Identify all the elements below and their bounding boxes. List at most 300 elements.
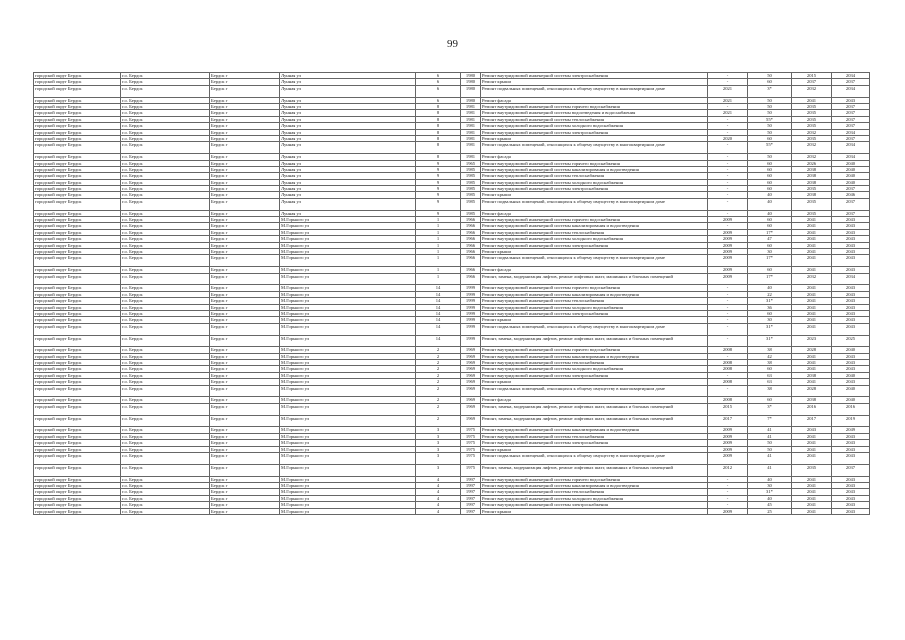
last-repair-year-cell: - (708, 495, 748, 501)
settlement-cell: Бердск г (210, 415, 280, 427)
plan-start-cell: 2035 (792, 110, 832, 116)
street-cell: М.Горького ул (280, 285, 416, 291)
wear-cell: 60 (748, 366, 792, 372)
house-number-cell: 4 (416, 495, 461, 501)
house-number-cell: 1 (416, 236, 461, 242)
city-district-cell: г.о. Бердск (121, 73, 210, 79)
build-year-cell: 1999 (461, 285, 481, 291)
house-number-cell: 8 (416, 103, 461, 109)
house-number-cell: 9 (416, 166, 461, 172)
street-cell: Лунная ул (280, 198, 416, 210)
build-year-cell: 1966 (461, 223, 481, 229)
build-year-cell: 1965 (461, 160, 481, 166)
build-year-cell: 1997 (461, 502, 481, 508)
city-district-cell: г.о. Бердск (121, 353, 210, 359)
municipality-cell: городской округ Бердск (34, 123, 121, 129)
street-cell: М.Горького ул (280, 489, 416, 495)
house-number-cell: 2 (416, 372, 461, 378)
plan-start-cell: 2041 (792, 97, 832, 103)
last-repair-year-cell: - (708, 502, 748, 508)
wear-cell: 60 (748, 397, 792, 403)
build-year-cell: 1997 (461, 489, 481, 495)
city-district-cell: г.о. Бердск (121, 482, 210, 488)
plan-end-cell: 2040 (832, 179, 870, 185)
municipality-cell: городской округ Бердск (34, 403, 121, 415)
plan-end-cell: 2037 (832, 210, 870, 216)
street-cell: М.Горького ул (280, 317, 416, 323)
work-type-cell: Ремонт, замена, модернизация лифтов, ремонт лифтовых шахт, машинных и блочных помещений (481, 415, 708, 427)
wear-cell: 40 (748, 495, 792, 501)
plan-start-cell: 2041 (792, 304, 832, 310)
municipality-cell: городской округ Бердск (34, 223, 121, 229)
build-year-cell: 1997 (461, 495, 481, 501)
work-type-cell: Ремонт внутридомовой инженерной системы холодного водоснабжения (481, 366, 708, 372)
street-cell: М.Горького ул (280, 508, 416, 514)
municipality-cell: городской округ Бердск (34, 210, 121, 216)
city-district-cell: г.о. Бердск (121, 129, 210, 135)
house-number-cell: 4 (416, 508, 461, 514)
plan-end-cell: 2034 (832, 142, 870, 154)
city-district-cell: г.о. Бердск (121, 154, 210, 160)
plan-end-cell: 2043 (832, 508, 870, 514)
house-number-cell: 14 (416, 317, 461, 323)
settlement-cell: Бердск г (210, 110, 280, 116)
house-number-cell: 2 (416, 347, 461, 353)
last-repair-year-cell: - (708, 482, 748, 488)
municipality-cell: городской округ Бердск (34, 446, 121, 452)
municipality-cell: городской округ Бердск (34, 110, 121, 116)
plan-start-cell: 2035 (792, 464, 832, 476)
street-cell: Лунная ул (280, 79, 416, 85)
wear-cell: 47 (748, 236, 792, 242)
repair-schedule-table-wrap (33, 72, 869, 515)
wear-cell: 7* (748, 415, 792, 427)
plan-end-cell: 2043 (832, 242, 870, 248)
street-cell: М.Горького ул (280, 427, 416, 433)
last-repair-year-cell: 2008 (708, 366, 748, 372)
build-year-cell: 1985 (461, 173, 481, 179)
plan-end-cell: 2040 (832, 372, 870, 378)
wear-cell: 60 (748, 173, 792, 179)
plan-end-cell: 2025 (832, 335, 870, 347)
house-number-cell: 3 (416, 464, 461, 476)
last-repair-year-cell: 2008 (708, 379, 748, 385)
house-number-cell: 8 (416, 123, 461, 129)
plan-end-cell: 2037 (832, 198, 870, 210)
plan-end-cell: 2043 (832, 489, 870, 495)
plan-start-cell: 2032 (792, 85, 832, 97)
table-row (34, 385, 870, 397)
city-district-cell: г.о. Бердск (121, 166, 210, 172)
last-repair-year-cell: - (708, 317, 748, 323)
last-repair-year-cell: - (708, 310, 748, 316)
work-type-cell: Ремонт внутридомовой инженерной системы горячего водоснабжения (481, 160, 708, 166)
settlement-cell: Бердск г (210, 192, 280, 198)
house-number-cell: 2 (416, 379, 461, 385)
street-cell: М.Горького ул (280, 482, 416, 488)
city-district-cell: г.о. Бердск (121, 160, 210, 166)
settlement-cell: Бердск г (210, 440, 280, 446)
wear-cell: 30 (748, 482, 792, 488)
work-type-cell: Ремонт, замена, модернизация лифтов, ремонт лифтовых шахт, машинных и блочных помещений (481, 335, 708, 347)
street-cell: М.Горького ул (280, 236, 416, 242)
build-year-cell: 1985 (461, 198, 481, 210)
wear-cell: 60 (748, 160, 792, 166)
work-type-cell: Ремонт внутридомовой инженерной системы канализирования и водоотведения (481, 291, 708, 297)
last-repair-year-cell: 2009 (708, 248, 748, 254)
plan-start-cell: 2041 (792, 298, 832, 304)
plan-start-cell: 2035 (792, 123, 832, 129)
work-type-cell: Ремонт фасада (481, 97, 708, 103)
city-district-cell: г.о. Бердск (121, 495, 210, 501)
plan-start-cell: 2041 (792, 317, 832, 323)
plan-end-cell: 2037 (832, 464, 870, 476)
table-row (34, 323, 870, 335)
build-year-cell: 1975 (461, 427, 481, 433)
wear-cell: 60 (748, 186, 792, 192)
municipality-cell: городской округ Бердск (34, 323, 121, 335)
city-district-cell: г.о. Бердск (121, 298, 210, 304)
plan-end-cell: 2043 (832, 482, 870, 488)
house-number-cell: 4 (416, 489, 461, 495)
last-repair-year-cell: - (708, 323, 748, 335)
plan-end-cell: 2034 (832, 129, 870, 135)
municipality-cell: городской округ Бердск (34, 242, 121, 248)
last-repair-year-cell: 2009 (708, 433, 748, 439)
work-type-cell: Ремонт крыши (481, 508, 708, 514)
city-district-cell: г.о. Бердск (121, 186, 210, 192)
work-type-cell: Ремонт внутридомовой инженерной системы электроснабжения (481, 440, 708, 446)
last-repair-year-cell: - (708, 372, 748, 378)
house-number-cell: 4 (416, 482, 461, 488)
settlement-cell: Бердск г (210, 347, 280, 353)
house-number-cell: 1 (416, 273, 461, 285)
work-type-cell: Ремонт внутридомовой инженерной системы холодного водоснабжения (481, 495, 708, 501)
wear-cell: 55* (748, 142, 792, 154)
build-year-cell: 1999 (461, 304, 481, 310)
street-cell: Лунная ул (280, 135, 416, 141)
work-type-cell: Ремонт внутридомовой инженерной системы канализирования и водоотведения (481, 353, 708, 359)
municipality-cell: городской округ Бердск (34, 129, 121, 135)
municipality-cell: городской округ Бердск (34, 154, 121, 160)
wear-cell: 22 (748, 291, 792, 297)
plan-start-cell: 2041 (792, 310, 832, 316)
plan-start-cell: 2028 (792, 347, 832, 353)
municipality-cell: городской округ Бердск (34, 495, 121, 501)
work-type-cell: Ремонт внутридомовой инженерной системы электроснабжения (481, 73, 708, 79)
build-year-cell: 1966 (461, 273, 481, 285)
municipality-cell: городской округ Бердск (34, 85, 121, 97)
plan-start-cell: 2016 (792, 403, 832, 415)
build-year-cell: 1997 (461, 482, 481, 488)
settlement-cell: Бердск г (210, 273, 280, 285)
wear-cell: 63 (748, 372, 792, 378)
plan-start-cell: 2041 (792, 446, 832, 452)
settlement-cell: Бердск г (210, 116, 280, 122)
plan-end-cell: 2034 (832, 85, 870, 97)
plan-start-cell: 2041 (792, 502, 832, 508)
wear-cell: 60 (748, 79, 792, 85)
wear-cell: 50 (748, 129, 792, 135)
house-number-cell: 3 (416, 427, 461, 433)
plan-end-cell: 2037 (832, 110, 870, 116)
city-district-cell: г.о. Бердск (121, 291, 210, 297)
city-district-cell: г.о. Бердск (121, 433, 210, 439)
settlement-cell: Бердск г (210, 236, 280, 242)
plan-end-cell: 2043 (832, 366, 870, 372)
wear-cell: 31* (748, 323, 792, 335)
last-repair-year-cell: 2009 (708, 440, 748, 446)
wear-cell: 60 (748, 242, 792, 248)
street-cell: Лунная ул (280, 179, 416, 185)
city-district-cell: г.о. Бердск (121, 198, 210, 210)
plan-end-cell: 2040 (832, 166, 870, 172)
city-district-cell: г.о. Бердск (121, 464, 210, 476)
plan-start-cell: 2038 (792, 397, 832, 403)
last-repair-year-cell: 2009 (708, 236, 748, 242)
municipality-cell: городской округ Бердск (34, 73, 121, 79)
build-year-cell: 1966 (461, 236, 481, 242)
last-repair-year-cell: - (708, 298, 748, 304)
build-year-cell: 1981 (461, 135, 481, 141)
house-number-cell: 1 (416, 248, 461, 254)
table-row (34, 452, 870, 464)
plan-start-cell: 2032 (792, 129, 832, 135)
wear-cell: 60 (748, 310, 792, 316)
city-district-cell: г.о. Бердск (121, 173, 210, 179)
work-type-cell: Ремонт внутридомовой инженерной системы теплоснабжения (481, 229, 708, 235)
wear-cell: 50 (748, 110, 792, 116)
table-row (34, 335, 870, 347)
city-district-cell: г.о. Бердск (121, 142, 210, 154)
wear-cell: 17* (748, 273, 792, 285)
plan-end-cell: 2016 (832, 403, 870, 415)
table-row (34, 403, 870, 415)
last-repair-year-cell: 2020 (708, 135, 748, 141)
street-cell: М.Горького ул (280, 273, 416, 285)
wear-cell: 60 (748, 267, 792, 273)
house-number-cell: 6 (416, 79, 461, 85)
city-district-cell: г.о. Бердск (121, 347, 210, 353)
last-repair-year-cell: 2021 (708, 97, 748, 103)
house-number-cell: 8 (416, 129, 461, 135)
city-district-cell: г.о. Бердск (121, 366, 210, 372)
street-cell: М.Горького ул (280, 440, 416, 446)
city-district-cell: г.о. Бердск (121, 304, 210, 310)
municipality-cell: городской округ Бердск (34, 79, 121, 85)
city-district-cell: г.о. Бердск (121, 210, 210, 216)
house-number-cell: 2 (416, 385, 461, 397)
wear-cell: 38 (748, 347, 792, 353)
wear-cell: 45 (748, 502, 792, 508)
plan-end-cell: 2040 (832, 160, 870, 166)
plan-start-cell: 2041 (792, 508, 832, 514)
settlement-cell: Бердск г (210, 173, 280, 179)
wear-cell: 50 (748, 440, 792, 446)
settlement-cell: Бердск г (210, 179, 280, 185)
house-number-cell: 1 (416, 255, 461, 267)
city-district-cell: г.о. Бердск (121, 179, 210, 185)
wear-cell: 38 (748, 385, 792, 397)
plan-end-cell: 2037 (832, 116, 870, 122)
street-cell: М.Горького ул (280, 372, 416, 378)
settlement-cell: Бердск г (210, 248, 280, 254)
wear-cell: 50 (748, 103, 792, 109)
house-number-cell: 14 (416, 310, 461, 316)
city-district-cell: г.о. Бердск (121, 285, 210, 291)
municipality-cell: городской округ Бердск (34, 273, 121, 285)
house-number-cell: 1 (416, 267, 461, 273)
municipality-cell: городской округ Бердск (34, 482, 121, 488)
city-district-cell: г.о. Бердск (121, 273, 210, 285)
last-repair-year-cell: - (708, 353, 748, 359)
house-number-cell: 2 (416, 397, 461, 403)
work-type-cell: Ремонт внутридомовой инженерной системы холодного водоснабжения (481, 179, 708, 185)
house-number-cell: 8 (416, 116, 461, 122)
last-repair-year-cell: - (708, 79, 748, 85)
house-number-cell: 14 (416, 298, 461, 304)
work-type-cell: Ремонт внутридомовой инженерной системы холодного водоснабжения (481, 304, 708, 310)
last-repair-year-cell: - (708, 142, 748, 154)
plan-start-cell: 2041 (792, 229, 832, 235)
work-type-cell: Ремонт внутридомовой инженерной системы электроснабжения (481, 242, 708, 248)
last-repair-year-cell: 2009 (708, 217, 748, 223)
plan-end-cell: 2037 (832, 79, 870, 85)
plan-end-cell: 2049 (832, 427, 870, 433)
street-cell: Лунная ул (280, 160, 416, 166)
build-year-cell: 1980 (461, 85, 481, 97)
plan-start-cell: 2041 (792, 366, 832, 372)
wear-cell: 60 (748, 217, 792, 223)
last-repair-year-cell: - (708, 223, 748, 229)
table-row (34, 142, 870, 154)
house-number-cell: 3 (416, 433, 461, 439)
plan-start-cell: 2041 (792, 323, 832, 335)
wear-cell: 30 (748, 248, 792, 254)
city-district-cell: г.о. Бердск (121, 79, 210, 85)
build-year-cell: 1999 (461, 317, 481, 323)
settlement-cell: Бердск г (210, 366, 280, 372)
plan-end-cell: 2043 (832, 291, 870, 297)
wear-cell: 60 (748, 166, 792, 172)
plan-end-cell: 2043 (832, 223, 870, 229)
municipality-cell: городской округ Бердск (34, 142, 121, 154)
work-type-cell: Ремонт внутридомовой инженерной системы канализирования и водоотведения (481, 482, 708, 488)
work-type-cell: Ремонт внутридомовой инженерной системы теплоснабжения (481, 489, 708, 495)
street-cell: Лунная ул (280, 73, 416, 79)
wear-cell: 50 (748, 154, 792, 160)
street-cell: М.Горького ул (280, 379, 416, 385)
plan-start-cell: 2035 (792, 198, 832, 210)
city-district-cell: г.о. Бердск (121, 229, 210, 235)
settlement-cell: Бердск г (210, 79, 280, 85)
street-cell: Лунная ул (280, 154, 416, 160)
street-cell: М.Горького ул (280, 255, 416, 267)
settlement-cell: Бердск г (210, 255, 280, 267)
build-year-cell: 1969 (461, 372, 481, 378)
plan-start-cell: 2038 (792, 166, 832, 172)
last-repair-year-cell: - (708, 73, 748, 79)
plan-start-cell: 2041 (792, 433, 832, 439)
street-cell: М.Горького ул (280, 298, 416, 304)
build-year-cell: 1975 (461, 440, 481, 446)
municipality-cell: городской округ Бердск (34, 291, 121, 297)
build-year-cell: 1985 (461, 179, 481, 185)
settlement-cell: Бердск г (210, 482, 280, 488)
city-district-cell: г.о. Бердск (121, 508, 210, 514)
last-repair-year-cell: - (708, 179, 748, 185)
municipality-cell: городской округ Бердск (34, 379, 121, 385)
street-cell: Лунная ул (280, 129, 416, 135)
last-repair-year-cell: - (708, 476, 748, 482)
city-district-cell: г.о. Бердск (121, 440, 210, 446)
last-repair-year-cell: 2017 (708, 415, 748, 427)
street-cell: М.Горького ул (280, 304, 416, 310)
city-district-cell: г.о. Бердск (121, 446, 210, 452)
city-district-cell: г.о. Бердск (121, 489, 210, 495)
last-repair-year-cell: 2008 (708, 397, 748, 403)
work-type-cell: Ремонт внутридомовой инженерной системы теплоснабжения (481, 360, 708, 366)
house-number-cell: 6 (416, 73, 461, 79)
last-repair-year-cell: 2009 (708, 446, 748, 452)
city-district-cell: г.о. Бердск (121, 97, 210, 103)
plan-end-cell: 2043 (832, 304, 870, 310)
plan-end-cell: 2043 (832, 502, 870, 508)
work-type-cell: Ремонт подвальных помещений, относящихся к общему имуществу в многоквартирном доме (481, 323, 708, 335)
city-district-cell: г.о. Бердск (121, 110, 210, 116)
wear-cell: 3* (748, 85, 792, 97)
settlement-cell: Бердск г (210, 317, 280, 323)
city-district-cell: г.о. Бердск (121, 242, 210, 248)
house-number-cell: 1 (416, 242, 461, 248)
build-year-cell: 1975 (461, 433, 481, 439)
work-type-cell: Ремонт подвальных помещений, относящихся к общему имуществу в многоквартирном доме (481, 85, 708, 97)
work-type-cell: Ремонт внутридомовой инженерной системы электроснабжения (481, 129, 708, 135)
city-district-cell: г.о. Бердск (121, 116, 210, 122)
municipality-cell: городской округ Бердск (34, 464, 121, 476)
city-district-cell: г.о. Бердск (121, 223, 210, 229)
wear-cell: 60 (748, 179, 792, 185)
wear-cell: 31* (748, 489, 792, 495)
municipality-cell: городской округ Бердск (34, 489, 121, 495)
street-cell: М.Горького ул (280, 242, 416, 248)
municipality-cell: городской округ Бердск (34, 173, 121, 179)
street-cell: М.Горького ул (280, 415, 416, 427)
settlement-cell: Бердск г (210, 160, 280, 166)
house-number-cell: 2 (416, 366, 461, 372)
plan-end-cell: 2037 (832, 103, 870, 109)
street-cell: М.Горького ул (280, 267, 416, 273)
wear-cell: 41 (748, 433, 792, 439)
city-district-cell: г.о. Бердск (121, 403, 210, 415)
work-type-cell: Ремонт, замена, модернизация лифтов, ремонт лифтовых шахт, машинных и блочных помещений (481, 464, 708, 476)
street-cell: М.Горького ул (280, 335, 416, 347)
city-district-cell: г.о. Бердск (121, 248, 210, 254)
plan-end-cell: 2043 (832, 452, 870, 464)
work-type-cell: Ремонт внутридомовой инженерной системы канализирования и водоотведения (481, 223, 708, 229)
house-number-cell: 2 (416, 415, 461, 427)
last-repair-year-cell: - (708, 103, 748, 109)
municipality-cell: городской округ Бердск (34, 229, 121, 235)
municipality-cell: городской округ Бердск (34, 304, 121, 310)
house-number-cell: 4 (416, 476, 461, 482)
city-district-cell: г.о. Бердск (121, 385, 210, 397)
last-repair-year-cell: - (708, 210, 748, 216)
wear-cell: 17* (748, 229, 792, 235)
municipality-cell: городской округ Бердск (34, 366, 121, 372)
last-repair-year-cell: 2009 (708, 508, 748, 514)
plan-start-cell: 2041 (792, 223, 832, 229)
